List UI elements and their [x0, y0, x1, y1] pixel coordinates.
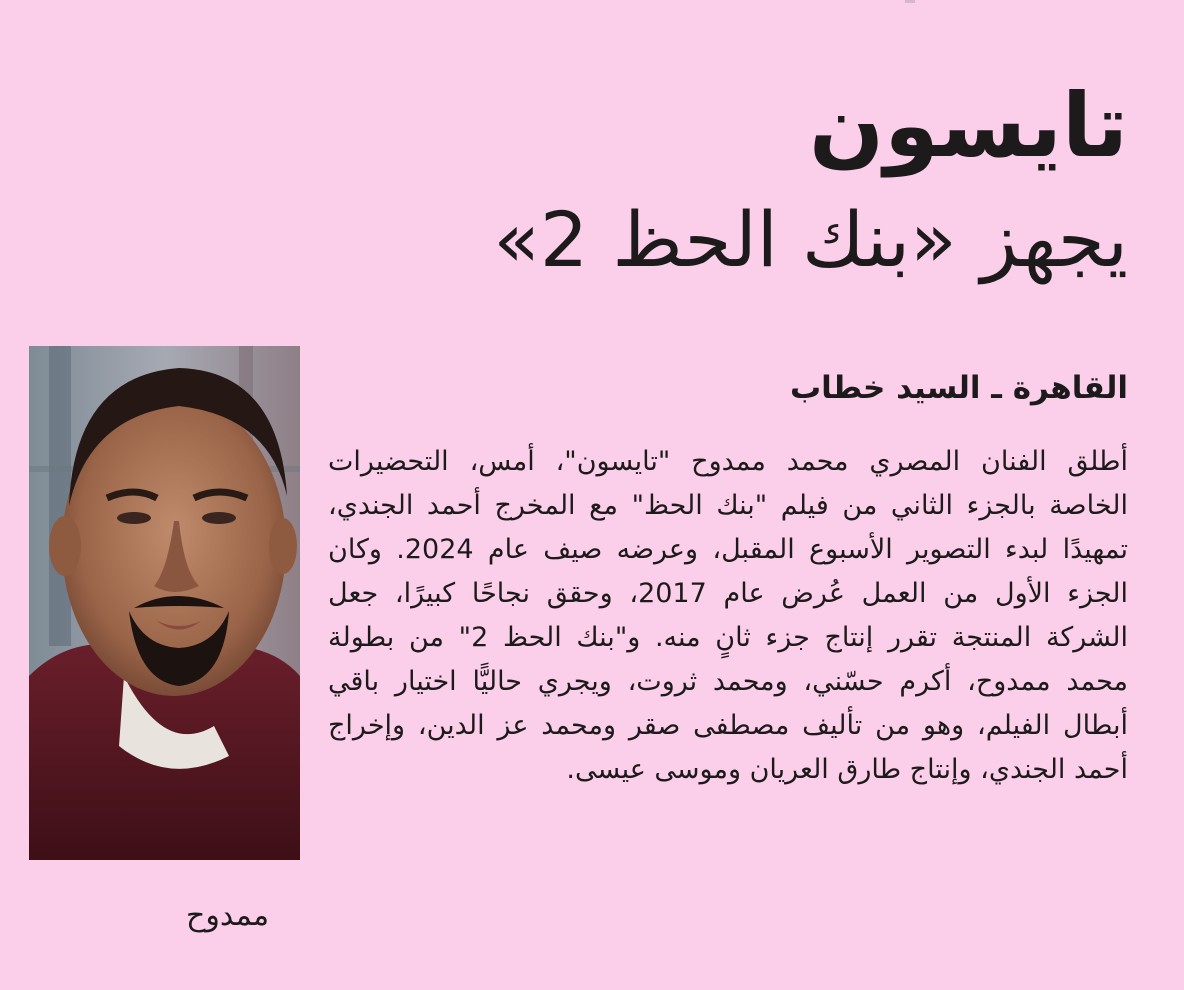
headline-main: تايسون: [809, 74, 1128, 177]
photo-caption: ممدوح: [186, 898, 270, 933]
top-edge-mark: [905, 0, 915, 3]
portrait-photo: [29, 346, 300, 860]
headline-sub: يجهز «بنك الحظ 2»: [493, 195, 1128, 284]
article-body: أطلق الفنان المصري محمد ممدوح "تايسون"، أمس، التحضيرات الخاصة بالجزء الثاني من فيلم "بنك الحظ" مع المخرج أحمد الجندي، تمهيدًا لبدء التصوير الأسبوع المقبل، وعرضه صيف عام 2024. وكان الجزء الأول من العمل عُرض عام 2017، وحقق نجاحًا كبيرًا، جعل الشركة المنتجة تقرر إنتاج جزء ثانٍ منه. و"بنك الحظ 2" من بطولة محمد ممدوح، أكرم حسّني، ومحمد ثروت، ويجري حاليًّا اختيار باقي أبطال الفيلم، وهو من تأليف مصطفى صقر ومحمد عز الدين، وإخراج أحمد الجندي، وإنتاج طارق العريان وموسى عيسى.: [328, 446, 1128, 785]
portrait-illustration: [29, 346, 300, 860]
byline: القاهرة ـ السيد خطاب: [790, 370, 1128, 406]
